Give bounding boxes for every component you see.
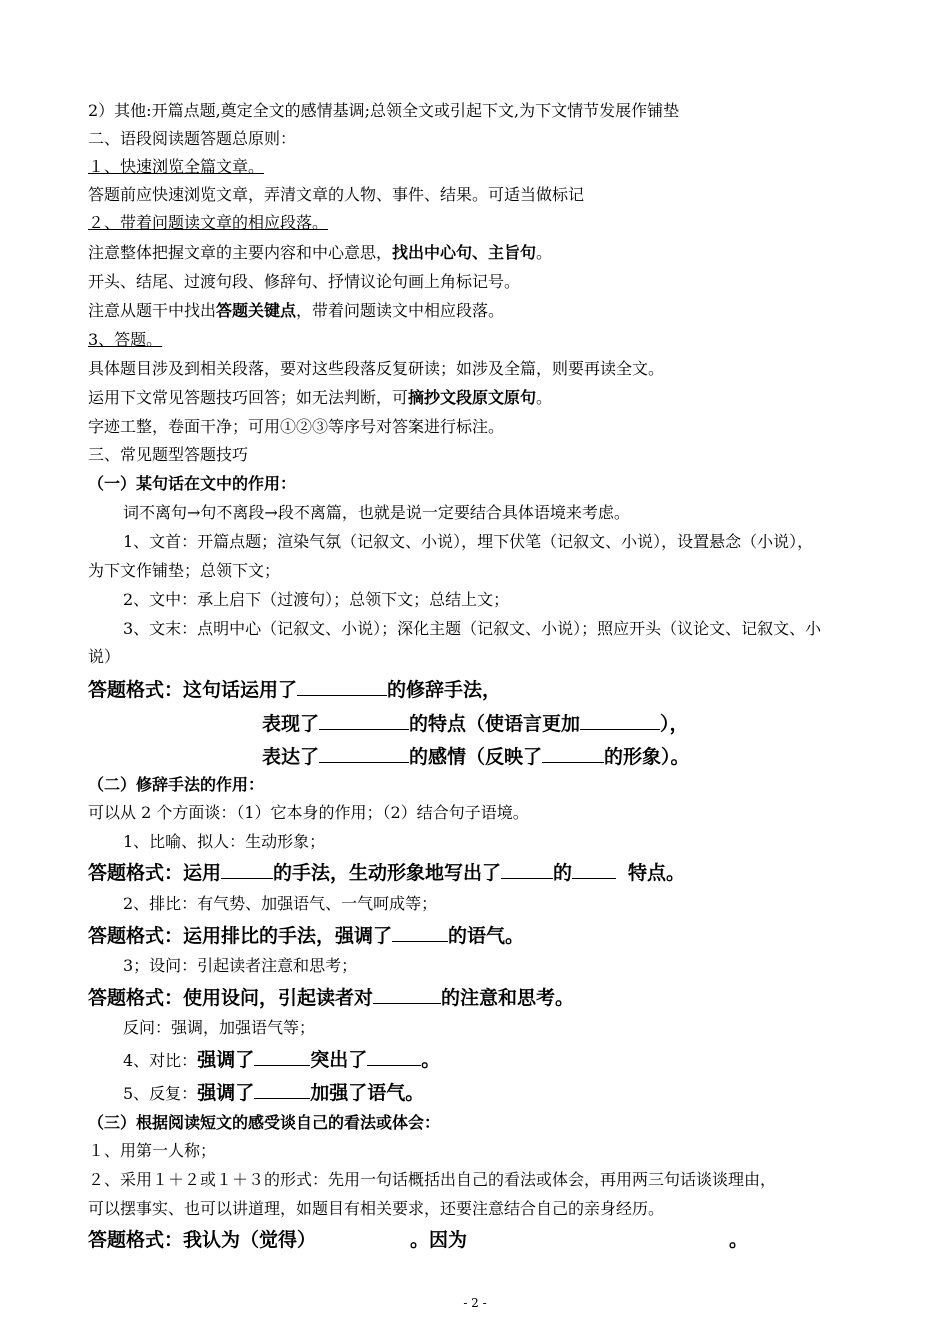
text-line-7: 开头、结尾、过渡句段、修辞句、抒情议论句画上角标记号。 bbox=[88, 272, 521, 291]
fill-blank bbox=[297, 677, 387, 696]
fill-blank bbox=[221, 860, 273, 879]
answer-format-5: 答题格式：我认为（觉得） 。因为 。 bbox=[88, 1229, 749, 1251]
fill-blank bbox=[542, 744, 604, 763]
text-line-12: 字迹工整，卷面干净；可用①②③等序号对答案进行标注。 bbox=[88, 417, 505, 436]
answer-format-2: 答题格式：运用 的手法，生动形象地写出了 的 特点。 bbox=[88, 862, 686, 884]
fill-blank bbox=[501, 860, 553, 879]
step-heading-3: 3、答题。 bbox=[88, 330, 163, 349]
step-heading-2: ２、带着问题读文章的相应段落。 bbox=[88, 213, 329, 232]
text-line-16a: 1、文首：开篇点题；渲染气氛（记叙文、小说），埋下伏笔（记叙文、小说），设置悬念（小说）， bbox=[123, 532, 814, 551]
subsection-heading-3: （三）根据阅读短文的感受谈自己的看法或体会： bbox=[88, 1113, 441, 1132]
text-line-16b: 为下文作铺垫；总领下文； bbox=[88, 561, 281, 580]
fill-blank bbox=[367, 1047, 421, 1066]
answer-format-1-line-3: 表达了 的感情（反映了 的形象）。 bbox=[262, 746, 690, 768]
subsection-heading-1: （一）某句话在文中的作用： bbox=[88, 474, 297, 493]
text-line-20: 可以从 2 个方面谈：（1）它本身的作用；（2）结合句子语境。 bbox=[88, 803, 529, 822]
answer-format-3: 答题格式：运用排比的手法，强调了 的语气。 bbox=[88, 925, 525, 947]
subsection-heading-2: （二）修辞手法的作用： bbox=[88, 775, 265, 794]
text-line-15: 词不离句→句不离段→段不离篇，也就是说一定要结合具体语境来考虑。 bbox=[123, 503, 630, 522]
text-line-21: 1、比喻、拟人：生动形象； bbox=[123, 832, 326, 851]
fill-blank bbox=[580, 711, 660, 730]
text-line-6: 注意整体把握文章的主要内容和中心意思，找出中心句、主旨句。 bbox=[88, 243, 553, 262]
bold-keyword: 答题关键点 bbox=[216, 301, 297, 320]
text-line-4: 答题前应快速浏览文章，弄清文章的人物、事件、结果。可适当做标记 bbox=[88, 185, 585, 204]
fill-blank bbox=[319, 711, 409, 730]
fill-blank bbox=[392, 923, 448, 942]
fill-blank bbox=[572, 860, 616, 879]
text-line-29b: 可以摆事实、也可以讲道理，如题目有相关要求，还要注意结合自己的亲身经历。 bbox=[88, 1199, 665, 1218]
text-line-8: 注意从题干中找出答题关键点，带着问题读文中相应段落。 bbox=[88, 301, 505, 320]
text-line-10: 具体题目涉及到相关段落，要对这些段落反复研读；如涉及全篇，则要再读全文。 bbox=[88, 359, 665, 378]
fill-blank bbox=[254, 1047, 310, 1066]
page-number: - 2 - bbox=[463, 1296, 487, 1310]
text-line-1: 2）其他:开篇点题,奠定全文的感情基调;总领全文或引起下文,为下文情节发展作铺垫 bbox=[88, 101, 680, 120]
fill-blank bbox=[373, 985, 441, 1004]
text-line-22: 2、排比：有气势、加强语气、一气呵成等； bbox=[123, 894, 438, 913]
answer-format-1: 答题格式：这句话运用了 的修辞手法， bbox=[88, 679, 502, 701]
text-line-17: 2、文中：承上启下（过渡句）；总领下文；总结上文； bbox=[123, 590, 510, 609]
text-line-24: 反问：强调，加强语气等； bbox=[123, 1018, 316, 1037]
answer-format-1-line-2: 表现了 的特点（使语言更加 ）， bbox=[262, 713, 689, 735]
text-line-26: 5、反复：强调了 加强了语气。 bbox=[123, 1082, 425, 1104]
section-heading-3: 三、常见题型答题技巧 bbox=[88, 445, 249, 464]
text-line-23: 3；设问：引起读者注意和思考； bbox=[123, 956, 358, 975]
text-line-29a: ２、采用１＋２或１＋３的形式：先用一句话概括出自己的看法或体会，再用两三句话谈谈理由， bbox=[88, 1170, 777, 1189]
answer-format-4: 答题格式：使用设问，引起读者对 的注意和思考。 bbox=[88, 987, 575, 1009]
text-line-18b: 说） bbox=[88, 647, 121, 666]
text-line-25: 4、对比：强调了 突出了 。 bbox=[123, 1049, 441, 1071]
bold-keyword: 摘抄文段原文原句 bbox=[408, 388, 537, 407]
bold-keyword: 找出中心句、主旨句 bbox=[392, 243, 537, 262]
text-line-11: 运用下文常见答题技巧回答；如无法判断，可摘抄文段原文原句。 bbox=[88, 388, 553, 407]
fill-blank bbox=[319, 744, 409, 763]
text-line-28: １、用第一人称； bbox=[88, 1141, 217, 1160]
section-heading-2: 二、语段阅读题答题总原则： bbox=[88, 129, 297, 148]
text-line-18a: 3、文末：点明中心（记叙文、小说）；深化主题（记叙文、小说）；照应开头（议论文、记叙文、小 bbox=[123, 619, 822, 638]
step-heading-1: １、快速浏览全篇文章。 bbox=[88, 157, 265, 176]
fill-blank bbox=[254, 1080, 310, 1099]
